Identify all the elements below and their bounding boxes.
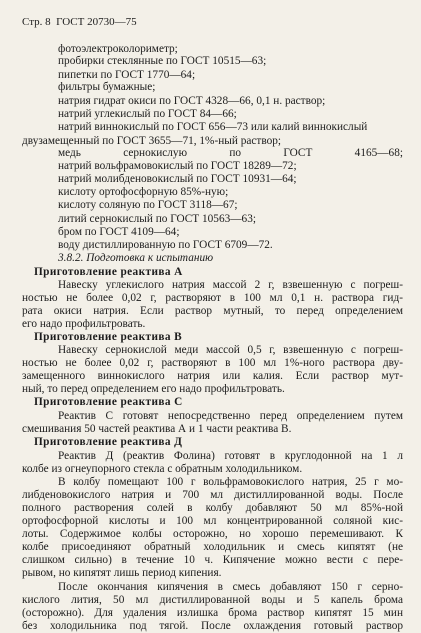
- text-line-content: его надо профильтровать.: [22, 318, 146, 330]
- text-line-content: воду дистиллированную по ГОСТ 6709—72.: [58, 239, 273, 251]
- text-line-content: литий сернокислый по ГОСТ 10563—63;: [58, 213, 256, 225]
- text-line-content: Приготовление реактива Д: [34, 436, 183, 448]
- text-line-content: Реактив С готовят непосредственно перед определением путем: [58, 410, 403, 422]
- text-line-content: кислоту соляную по ГОСТ 3118—67;: [58, 199, 238, 211]
- text-line-content: колбе присоединяют обратный холодильник и смесь кипятят (не: [22, 541, 403, 553]
- text-line-content: смешивания 50 частей реактива А и 1 части реактива В.: [22, 423, 292, 435]
- text-line-content: 3.8.2. Подготовка к испытанию: [58, 252, 214, 264]
- text-line-content: рата окиси натрия. Если раствор мутный, то перед определением: [22, 305, 403, 317]
- text-line-content: натрий углекислый по ГОСТ 84—66;: [58, 108, 237, 120]
- text-line-content: Приготовление реактива С: [34, 396, 183, 408]
- text-line-content: пробирки стеклянные по ГОСТ 10515—63;: [58, 55, 267, 67]
- text-line-content: ный, то перед определением его надо профильтровать.: [22, 383, 285, 395]
- text-line-content: Приготовление реактива А: [34, 266, 183, 278]
- text-line-content: колбе из огнеупорного стекла с обратным холодильником.: [22, 463, 303, 475]
- text-line-content: натрий молибденовокислый по ГОСТ 10931—64;: [58, 173, 297, 185]
- text-line-content: медь сернокислую по ГОСТ 4165—68;: [58, 147, 403, 159]
- text-line-content: замещенного виннокислого натрия или калия. Если раствор мут-: [22, 370, 403, 382]
- text-line-content: рывом, но кипятят лишь период кипения.: [22, 567, 222, 579]
- text-line-content: Реактив Д (реактив Фолина) готовят в круглодонной на 1 л: [58, 450, 403, 462]
- text-line-content: Приготовление реактива В: [34, 331, 183, 343]
- text-line-content: кислого лития, 50 мл дистиллированной воды и 5 капель брома: [22, 594, 403, 606]
- text-line-content: После окончания кипячения в смесь добавляют 150 г серно-: [58, 581, 403, 593]
- text-line-content: фильтры бумажные;: [58, 81, 156, 93]
- text-line-content: фотоэлектроколориметр;: [58, 43, 178, 55]
- text-line-content: двузамещенный по ГОСТ 3655—71, 1%-ный раствор;: [22, 135, 282, 147]
- text-line-content: ортофосфорной кислоты и 100 мл концентрированной соляной кис-: [22, 515, 403, 527]
- text-line-content: В колбу помещают 100 г вольфрамовокислого натрия, 25 г мо-: [58, 476, 403, 488]
- text-line-content: кислоту ортофосфорную 85%-ную;: [58, 186, 229, 198]
- text-line-content: ностью не более 0,02 г, растворяют в 100 мл 1%-ного раствора дву-: [22, 357, 403, 369]
- text-line-content: (осторожно). Для удаления излишка брома раствор кипятят 15 мин: [22, 607, 403, 619]
- text-line-content: натрий виннокислый по ГОСТ 656—73 или калий виннокислый: [58, 121, 368, 133]
- text-line-content: слишком сильно) в течение 10 ч. Кипячение можно вести с пере-: [22, 554, 403, 566]
- text-line-content: Навеску углекислого натрия массой 2 г, взвешенную с погреш-: [58, 279, 403, 291]
- text-line-content: бром по ГОСТ 4109—64;: [58, 226, 180, 238]
- text-line-content: полного растворения солей в колбу добавляют 50 мл 85%-ной: [22, 502, 403, 514]
- text-line-content: лоты. Содержимое колбы осторожно, но хорошо перемешивают. К: [22, 528, 403, 540]
- page-header: Стр. 8 ГОСТ 20730—75: [22, 16, 137, 28]
- text-line-content: пипетки по ГОСТ 1770—64;: [58, 69, 196, 81]
- text-line-content: натрия гидрат окиси по ГОСТ 4328—66, 0,1 н. раствор;: [58, 95, 326, 107]
- text-line-content: Навеску сернокислой меди массой 0,5 г, взвешенную с погреш-: [58, 344, 403, 356]
- text-line-content: ностью не более 0,02 г, растворяют в 100 мл 0,1 н. раствора гид-: [22, 292, 403, 304]
- text-line-content: натрий вольфрамовокислый по ГОСТ 18289—72;: [58, 160, 297, 172]
- text-line-content: без холодильника под тягой. После охлаждения готовый раствор: [22, 620, 403, 632]
- text-line-content: либденовокислого натрия и 700 мл дистиллированной воды. После: [22, 489, 403, 501]
